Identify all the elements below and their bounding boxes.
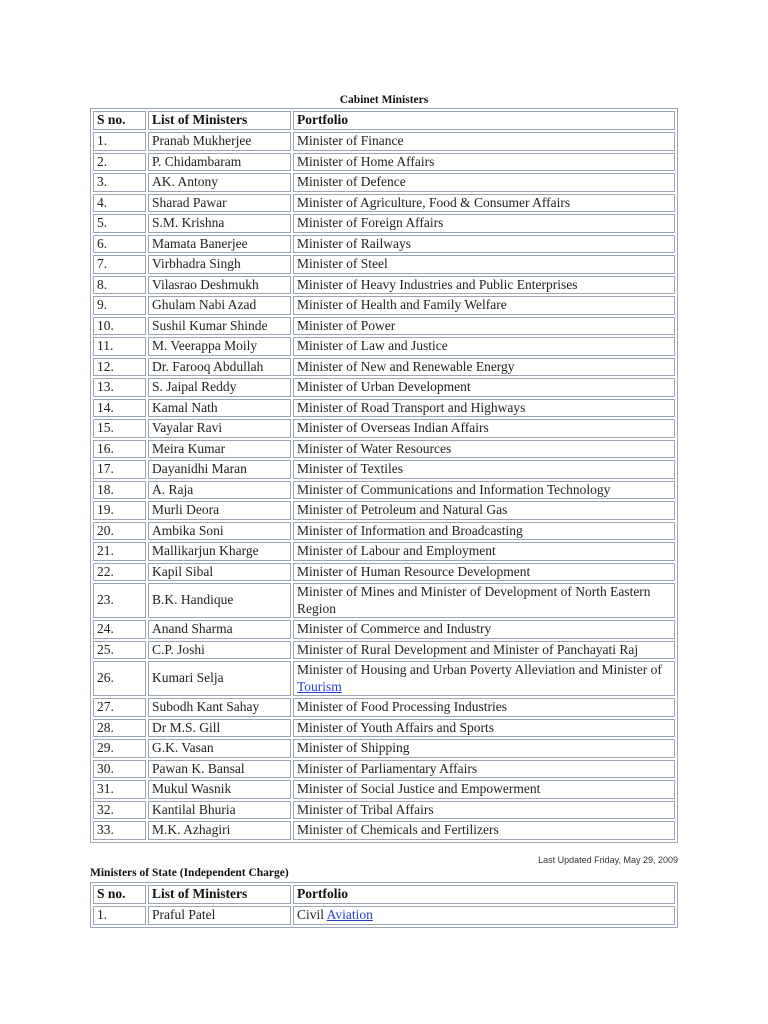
portfolio-cell [293,501,675,520]
minister-name-cell: Virbhadra Singh [148,255,291,274]
table-row [93,276,675,295]
portfolio-cell [293,780,675,799]
portfolio-text: Minister of Housing and Urban Poverty Alleviation and Minister of [297,662,662,677]
table-row [93,821,675,840]
minister-name-cell: Pawan K. Bansal [148,760,291,779]
table-row [93,906,675,925]
table-row [93,132,675,151]
portfolio-text: Minister of Textiles [297,461,404,476]
portfolio-text: Minister of Home Affairs [297,153,435,169]
serial-number-cell: 29. [93,739,146,758]
serial-number-cell: 17. [93,460,146,479]
portfolio-cell [293,317,675,336]
portfolio-cell [293,460,675,479]
table-row [93,337,675,356]
minister-name-cell: Sushil Kumar Shinde [148,317,291,336]
portfolio-cell [293,583,675,618]
serial-number-cell: 22. [93,563,146,582]
ministers-of-state-title: Ministers of State (Independent Charge) [90,867,289,879]
portfolio-cell [293,337,675,356]
portfolio-text: Minister of Food Processing Industries [297,699,507,714]
minister-name-cell: Kumari Selja [148,661,291,696]
serial-number-cell: 15. [93,419,146,438]
portfolio-text: Minister of Mines and Minister of Development of North Eastern Region [297,584,651,616]
portfolio-text: Minister of Road Transport and Highways [297,399,526,415]
portfolio-text: Minister of Youth Affairs and Sports [297,719,495,735]
last-updated-text: Last Updated Friday, May 29, 2009 [538,855,678,865]
table-row [93,661,675,696]
portfolio-text: Minister of Chemicals and Fertilizers [297,822,499,837]
portfolio-text: Minister of Agriculture, Food & Consumer Affairs [297,194,571,210]
table-row [93,419,675,438]
portfolio-cell [293,235,675,254]
portfolio-cell [293,276,675,295]
portfolio-text: Minister of Steel [297,256,388,271]
portfolio-text: Minister of Social Justice and Empowerment [297,781,541,796]
serial-number-cell: 21. [93,542,146,561]
minister-name-cell: Vilasrao Deshmukh [148,276,291,295]
portfolio-cell [293,378,675,397]
portfolio-text: Minister of Labour and Employment [297,543,496,558]
minister-name-cell: Ghulam Nabi Azad [148,296,291,315]
serial-number-cell: 32. [93,801,146,820]
minister-name-cell: M.K. Azhagiri [148,821,291,840]
minister-name-cell: S. Jaipal Reddy [148,378,291,397]
minister-name-cell: Anand Sharma [148,620,291,639]
serial-number-cell: 1. [93,906,146,925]
serial-number-cell: 11. [93,337,146,356]
portfolio-header: Portfolio [293,885,675,904]
portfolio-text: Minister of Parliamentary Affairs [297,760,478,776]
portfolio-link[interactable]: Tourism [297,678,342,694]
minister-name-cell: Dr. Farooq Abdullah [148,358,291,377]
table-row [93,296,675,315]
minister-name-cell: Mallikarjun Kharge [148,542,291,561]
portfolio-cell [293,153,675,172]
portfolio-text: Minister of Petroleum and Natural Gas [297,502,508,517]
portfolio-cell [293,296,675,315]
portfolio-cell [293,522,675,541]
table-row [93,255,675,274]
portfolio-text: Minister of Human Resource Development [297,563,531,579]
portfolio-text: Minister of Power [297,317,396,333]
portfolio-text: Minister of Urban Development [297,379,471,394]
portfolio-text: Minister of Rural Development and Minister of Panchayati Raj [297,641,639,657]
table-row [93,501,675,520]
table-header-row [93,885,675,904]
cabinet-ministers-title: Cabinet Ministers [339,94,429,106]
table-row [93,153,675,172]
portfolio-cell [293,698,675,717]
serial-number-cell: 5. [93,214,146,233]
minister-name-cell: Praful Patel [148,906,291,925]
portfolio-text: Minister of Health and Family Welfare [297,297,507,312]
serial-number-cell: 24. [93,620,146,639]
portfolio-text: Minister of Tribal Affairs [297,801,434,817]
serial-number-cell: 6. [93,235,146,254]
portfolio-text: Minister of Foreign Affairs [297,215,444,230]
portfolio-text: Minister of Law and Justice [297,338,448,353]
minister-name-cell: Pranab Mukherjee [148,132,291,151]
serial-number-cell: 20. [93,522,146,541]
portfolio-cell [293,542,675,561]
table-row [93,698,675,717]
portfolio-text: Minister of Commerce and Industry [297,621,492,636]
minister-name-cell: Ambika Soni [148,522,291,541]
minister-name-cell: Kantilal Bhuria [148,801,291,820]
serial-number-cell: 7. [93,255,146,274]
portfolio-cell [293,132,675,151]
table-row [93,583,675,618]
portfolio-cell [293,719,675,738]
serial-number-cell: 18. [93,481,146,500]
minister-name-cell: Subodh Kant Sahay [148,698,291,717]
table-row [93,317,675,336]
table-row [93,481,675,500]
portfolio-cell [293,801,675,820]
portfolio-cell [293,739,675,758]
minister-name-cell: Sharad Pawar [148,194,291,213]
serial-number-cell: 12. [93,358,146,377]
serial-number-cell: 16. [93,440,146,459]
table-row [93,563,675,582]
minister-name-cell: M. Veerappa Moily [148,337,291,356]
serial-number-cell: 3. [93,173,146,192]
portfolio-text: Civil [297,907,327,922]
serial-number-cell: 30. [93,760,146,779]
table-row [93,801,675,820]
portfolio-text: Minister of Overseas Indian Affairs [297,420,489,435]
table-row [93,173,675,192]
portfolio-cell [293,906,675,925]
portfolio-text: Minister of Information and Broadcasting [297,522,523,538]
minister-name-cell: Mamata Banerjee [148,235,291,254]
ministers-header: List of Ministers [148,885,291,904]
portfolio-cell [293,760,675,779]
minister-name-cell: S.M. Krishna [148,214,291,233]
serial-number-cell: 26. [93,661,146,696]
table-row [93,739,675,758]
minister-name-cell: Vayalar Ravi [148,419,291,438]
minister-name-cell: Mukul Wasnik [148,780,291,799]
portfolio-cell [293,821,675,840]
portfolio-cell [293,641,675,660]
serial-number-cell: 10. [93,317,146,336]
minister-name-cell: AK. Antony [148,173,291,192]
portfolio-text: Minister of Finance [297,133,404,148]
portfolio-cell [293,419,675,438]
table-row [93,214,675,233]
serial-number-cell: 23. [93,583,146,618]
table-row [93,440,675,459]
portfolio-text: Minister of Railways [297,235,411,251]
table-row [93,194,675,213]
table-row [93,399,675,418]
portfolio-text: Minister of Water Resources [297,440,452,456]
minister-name-cell: Kapil Sibal [148,563,291,582]
table-row [93,378,675,397]
serial-number-cell: 4. [93,194,146,213]
minister-name-cell: G.K. Vasan [148,739,291,758]
table-row [93,542,675,561]
serial-number-cell: 1. [93,132,146,151]
portfolio-text: Minister of Heavy Industries and Public Enterprises [297,276,578,292]
ministers-of-state-table [90,882,678,928]
table-row [93,719,675,738]
serial-number-cell: 25. [93,641,146,660]
portfolio-cell [293,399,675,418]
portfolio-cell [293,563,675,582]
sno-header: S no. [93,885,146,904]
serial-number-cell: 28. [93,719,146,738]
portfolio-text: Minister of Communications and Information Technology [297,481,611,497]
serial-number-cell: 9. [93,296,146,315]
portfolio-cell [293,440,675,459]
table-row [93,760,675,779]
sno-header: S no. [93,111,146,130]
table-row [93,620,675,639]
minister-name-cell: A. Raja [148,481,291,500]
minister-name-cell: Dayanidhi Maran [148,460,291,479]
minister-name-cell: Meira Kumar [148,440,291,459]
table-row [93,358,675,377]
serial-number-cell: 27. [93,698,146,717]
portfolio-cell [293,173,675,192]
cabinet-ministers-table [90,108,678,843]
portfolio-cell [293,661,675,696]
portfolio-cell [293,481,675,500]
serial-number-cell: 31. [93,780,146,799]
table-row [93,522,675,541]
portfolio-text: Minister of Defence [297,174,406,189]
table-header-row [93,111,675,130]
table-row [93,460,675,479]
minister-name-cell: Murli Deora [148,501,291,520]
serial-number-cell: 2. [93,153,146,172]
portfolio-text: Minister of New and Renewable Energy [297,358,515,374]
serial-number-cell: 19. [93,501,146,520]
minister-name-cell: P. Chidambaram [148,153,291,172]
ministers-header: List of Ministers [148,111,291,130]
portfolio-cell [293,214,675,233]
portfolio-header: Portfolio [293,111,675,130]
portfolio-cell [293,194,675,213]
minister-name-cell: B.K. Handique [148,583,291,618]
minister-name-cell: C.P. Joshi [148,641,291,660]
table-row [93,235,675,254]
portfolio-cell [293,620,675,639]
portfolio-text: Minister of Shipping [297,740,410,755]
table-row [93,641,675,660]
serial-number-cell: 33. [93,821,146,840]
minister-name-cell: Dr M.S. Gill [148,719,291,738]
table-row [93,780,675,799]
serial-number-cell: 13. [93,378,146,397]
serial-number-cell: 14. [93,399,146,418]
minister-name-cell: Kamal Nath [148,399,291,418]
portfolio-link[interactable]: Aviation [326,907,373,922]
portfolio-cell [293,358,675,377]
serial-number-cell: 8. [93,276,146,295]
portfolio-cell [293,255,675,274]
